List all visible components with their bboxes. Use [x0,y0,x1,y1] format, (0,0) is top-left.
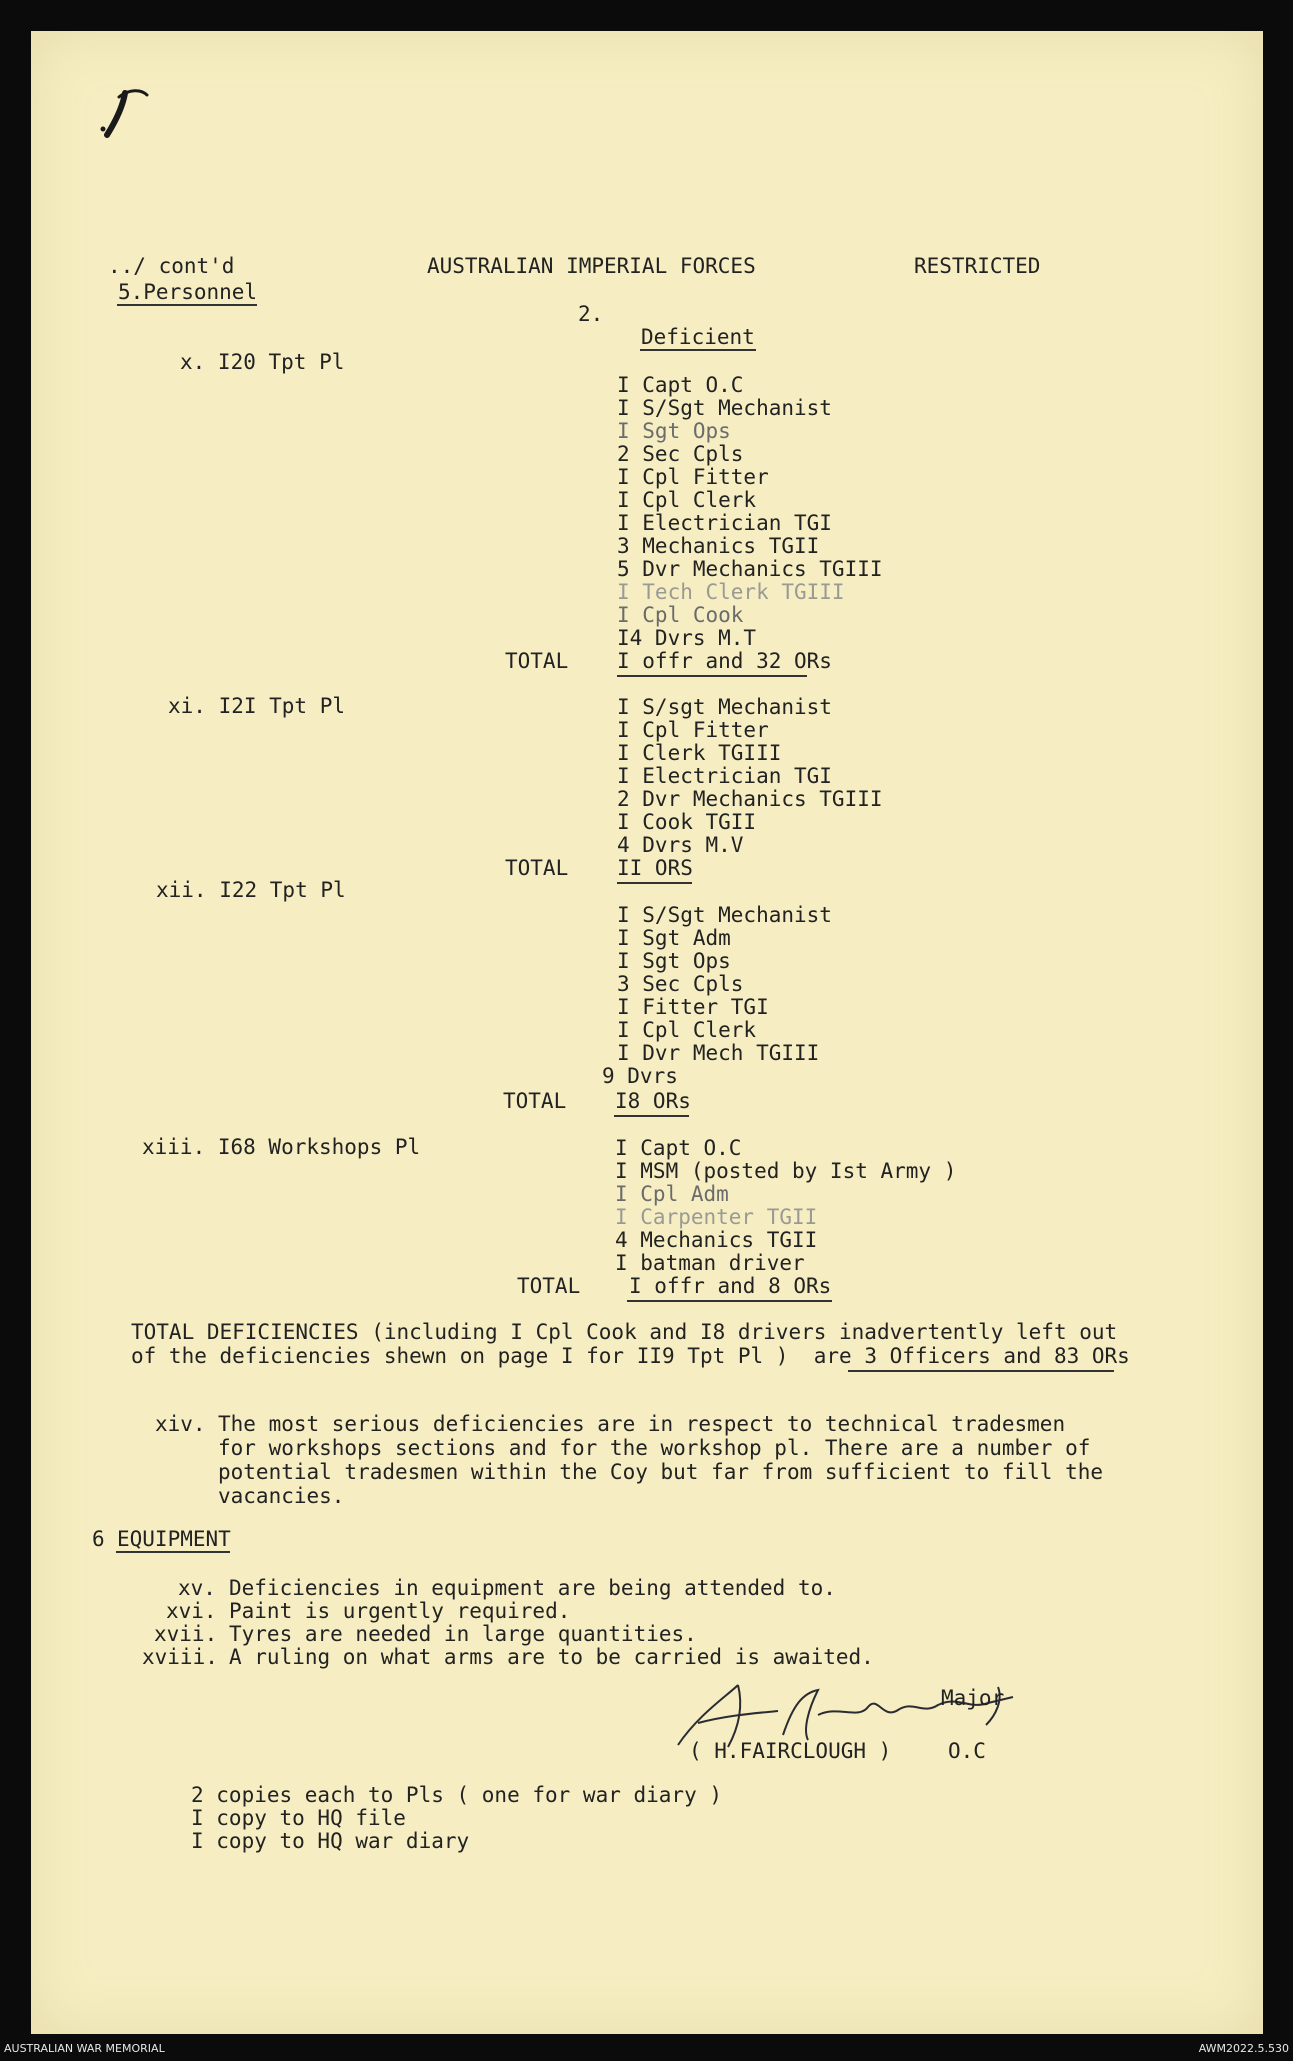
total-label: TOTAL [517,1274,581,1298]
para-line: vacancies. [218,1484,345,1508]
para-line: for workshops sections and for the workshop pl. There are a number of [218,1436,1091,1460]
list-item: I batman driver [615,1251,805,1275]
total-deficiencies-underline [848,1370,1114,1372]
list-item: I Capt O.C [617,373,744,397]
equipment-heading: EQUIPMENT [117,1527,231,1551]
signatory-role: O.C [948,1739,986,1763]
section-heading: 5.Personnel [118,280,258,304]
list-item: I S/sgt Mechanist [617,695,832,719]
list-item: I Cpl Fitter [617,718,769,742]
unit-total: I offr and 32 ORs [617,649,832,673]
list-item: 2 Dvr Mechanics TGIII [617,787,883,811]
page-number: 2. [578,302,604,326]
list-item: I Capt O.C [615,1136,742,1160]
total-underline [617,882,692,884]
footer-source: AUSTRALIAN WAR MEMORIAL [4,2042,165,2055]
equipment-item-text: A ruling on what arms are to be carried is awaited. [229,1645,874,1669]
total-underline [627,1300,832,1302]
distribution-line: 2 copies each to Pls ( one for war diary ) [191,1783,723,1807]
total-deficiencies-line1: TOTAL DEFICIENCIES (including I Cpl Cook and I8 drivers inadvertently left out [131,1320,1118,1344]
unit-label: xiii. I68 Workshops Pl [142,1135,421,1159]
deficient-underline [640,349,756,351]
para-line: potential tradesmen within the Coy but far from sufficient to fill the [218,1460,1104,1484]
list-item: I Sgt Adm [617,926,731,950]
list-item: I S/Sgt Mechanist [617,396,832,420]
equipment-item-number: xvi. [166,1599,217,1623]
list-item: I Cpl Cook [617,603,744,627]
list-item: I Fitter TGI [617,995,769,1019]
list-item: I Clerk TGIII [617,741,782,765]
unit-label: xi. I2I Tpt Pl [168,694,346,718]
org-title: AUSTRALIAN IMPERIAL FORCES [427,254,756,278]
total-deficiencies-figure: 3 Officers and 83 ORs [864,1344,1130,1368]
list-item: I Carpenter TGII [615,1205,818,1229]
unit-total: I8 ORs [615,1089,691,1113]
footer-accession: AWM2022.5.530 [1198,2042,1289,2055]
list-item: I Tech Clerk TGIII [617,580,845,604]
list-item: I Cpl Clerk [617,1018,757,1042]
list-item: I Cpl Fitter [617,465,769,489]
equipment-number: 6 [92,1527,105,1551]
list-item: 3 Sec Cpls [617,972,744,996]
equipment-item-number: xviii. [142,1645,218,1669]
list-item: 5 Dvr Mechanics TGIII [617,557,883,581]
para-line: The most serious deficiencies are in respect to technical tradesmen [218,1412,1066,1436]
unit-label: x. I20 Tpt Pl [180,350,345,374]
deficient-heading: Deficient [641,325,755,349]
list-item: I MSM (posted by Ist Army ) [615,1159,957,1183]
list-item: I4 Dvrs M.T [617,626,757,650]
list-item: I Dvr Mech TGIII [617,1041,820,1065]
pen-mark-icon [95,85,165,145]
list-item: 4 Mechanics TGII [615,1228,818,1252]
list-item: I Cook TGII [617,810,757,834]
list-item: 9 Dvrs [602,1064,678,1088]
equipment-item-number: xvii. [154,1622,218,1646]
signatory-rank: Major [941,1686,1005,1710]
list-item: I Sgt Ops [617,949,731,973]
total-deficiencies-line2: of the deficiencies shewn on page I for II9 Tpt Pl ) are 3 Officers and 83 ORs [131,1344,1130,1368]
list-item: 2 Sec Cpls [617,442,744,466]
signatory-name: ( H.FAIRCLOUGH ) [689,1739,892,1763]
list-item: 4 Dvrs M.V [617,833,744,857]
list-item: I Cpl Adm [615,1182,729,1206]
cont-label: ../ cont'd [108,254,235,278]
unit-total: I offr and 8 ORs [629,1274,832,1298]
para-number: xiv. [155,1412,206,1436]
classification-label: RESTRICTED [914,254,1041,278]
total-underline [617,675,807,677]
total-label: TOTAL [503,1089,567,1113]
total-label: TOTAL [505,649,569,673]
list-item: I Electrician TGI [617,511,832,535]
distribution-line: I copy to HQ file [191,1806,406,1830]
list-item: I Cpl Clerk [617,488,757,512]
equipment-item-text: Paint is urgently required. [229,1599,571,1623]
distribution-line: I copy to HQ war diary [191,1829,470,1853]
section-underline [117,304,257,306]
list-item: I Electrician TGI [617,764,832,788]
equipment-item-number: xv. [178,1576,216,1600]
unit-label: xii. I22 Tpt Pl [156,878,346,902]
list-item: 3 Mechanics TGII [617,534,820,558]
total-label: TOTAL [505,856,569,880]
equipment-underline [116,1551,230,1553]
list-item: I S/Sgt Mechanist [617,903,832,927]
unit-total: II ORS [617,856,693,880]
equipment-item-text: Tyres are needed in large quantities. [229,1622,697,1646]
total-underline [614,1115,689,1117]
equipment-item-text: Deficiencies in equipment are being attended to. [229,1576,836,1600]
list-item: I Sgt Ops [617,419,731,443]
